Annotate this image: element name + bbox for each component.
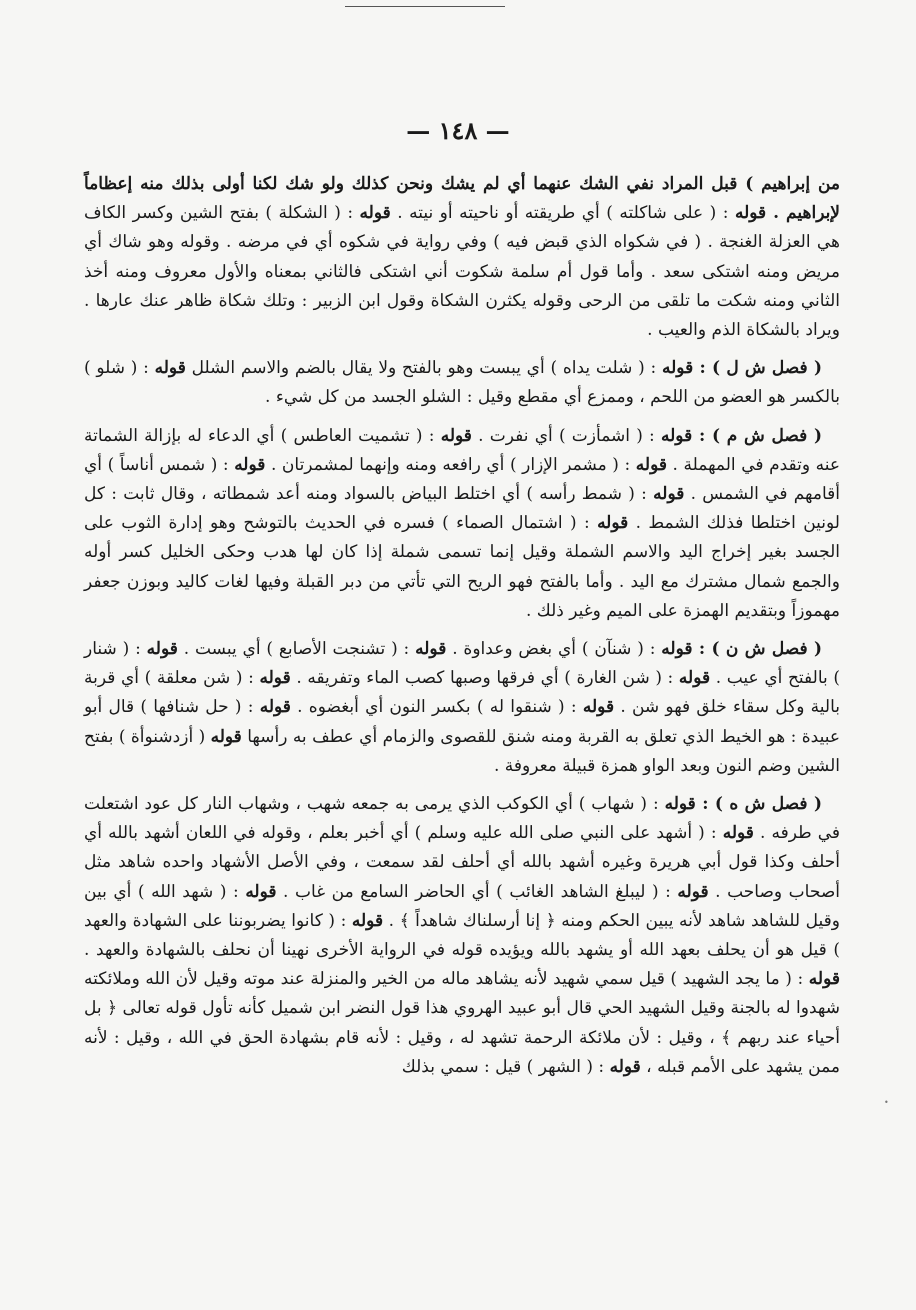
text-segment: : ( اشمأزت ) أي نفرت .	[471, 425, 662, 446]
text-segment: : ( الشكلة ) بفتح الشين وكسر الكاف هي العزلة الغنجة . ( في شكواه الذي قبض فيه ) وفي رواية في شكوه أي في مرضه . وقوله وهو شاك أي مريض ومنه اشتكى سعد . وأما قول أم سلمة شكوت أني اشتكى فالثاني بمعناه والأول معروف ومنه أخذ الثاني ومنه شكت ما تلقى من الرحى وقوله يكثرن الشكاة وقول ابن الزبير : وتلك شكاة ظاهر عنك عارها . ويراد بالشكاة الذم والعيب .	[84, 203, 840, 341]
text-segment: : ( شنار ) بالفتح أي عيب .	[84, 639, 840, 689]
page-number: — ١٤٨ —	[406, 116, 510, 145]
keyword-qawluh: قوله	[582, 697, 615, 718]
keyword-qawluh: قوله	[664, 794, 696, 815]
keyword-qawluh: قوله	[661, 639, 693, 660]
text-segment: : ( شهاب ) أي الكوكب الذي يرمى به جمعه شهب ، وشهاب النار كل عود اشتعلت في طرفه .	[84, 794, 840, 844]
text-block	[84, 170, 840, 1091]
keyword-qawluh: قوله	[597, 513, 629, 534]
text-segment: : ( شنقوا له ) بكسر النون أي أبغضوه .	[290, 697, 583, 718]
text-segment: : ( حل شنافها ) قال أبو عبيدة : هو الخيط الذي تعلق به القربة ومنه شنق للقصوى والزمام أي عطف به رأسها	[84, 697, 840, 747]
keyword-qawluh: قوله	[661, 425, 693, 446]
keyword-qawluh: قوله	[359, 203, 391, 224]
section-paragraph	[84, 422, 840, 626]
text-segment: : ( مشمر الإزار ) أي رافعه ومنه وإنهما لمشمرتان .	[265, 454, 636, 475]
keyword-qawluh: قوله	[734, 203, 767, 224]
keyword-qawluh: قوله	[635, 454, 667, 475]
keyword-qawluh: قوله	[440, 425, 472, 446]
keyword-qawluh: قوله	[210, 726, 242, 747]
text-segment: : ( ليبلغ الشاهد الغائب ) أي الحاضر السامع من غاب .	[276, 881, 678, 902]
text-segment: : ( اشتمال الصماء ) فسره في الحديث بالتوشح وهو إدارة الثوب على الجسد بغير إخراج اليد والاسم الشملة وقيل إنما تسمى شملة إذا كان لها هدب وحكى الخليل كسر أوله والجمع شمال مشترك مع اليد . وأما بالفتح فهو الريح التي تأتي من دبر القبلة وفيها لغات كاليد وبوزن جعفر مهموزاً وبتقديم الهمزة على الميم وغير ذلك .	[84, 513, 840, 621]
text-segment: : ( شلو ) بالكسر هو العضو من اللحم ، وممزع أي مقطع وقيل : الشلو الجسد من كل شيء .	[84, 358, 840, 408]
text-segment: : ( ما يجد الشهيد ) قيل سمي شهيد لأنه يشاهد ماله من الخير والمنزلة عند موته وقيل لأن الله وملائكته شهدوا له بالجنة وقيل الشهيد الحي قال أبو عبيد الهروي هذا قول النضر ابن شميل كأنه تأول قوله تعالى ﴿ بل أحياء عند ربهم ﴾ ، وقيل : لأن ملائكة الرحمة تشهد له ، وقيل : لأنه قام بشهادة الحق في الله ، وقيل : لأنه ممن يشهد على الأمم قبله ،	[84, 969, 840, 1077]
keyword-qawluh: قوله	[609, 1056, 641, 1077]
keyword-qawluh: قوله	[653, 484, 685, 505]
keyword-qawluh: قوله	[415, 639, 447, 660]
top-rule	[345, 6, 505, 7]
text-segment: : ( تشميت العاطس ) أي الدعاء له بإزالة الشماتة عنه وتقدم في المهملة .	[84, 425, 841, 475]
text-segment: : ( شمط رأسه ) أي اختلط البياض بالسواد ومنه أعد شمطاته ، وقال ثابت : كل لونين اختلطا فذلك الشمط .	[84, 484, 840, 534]
text-segment: : ( تشنجت الأصابع ) أي يبست .	[177, 639, 416, 660]
keyword-qawluh: قوله	[351, 910, 384, 931]
keyword-qawluh: قوله	[245, 881, 277, 902]
keyword-qawluh: قوله	[259, 697, 291, 718]
keyword-qawluh: قوله	[146, 639, 178, 660]
text-segment: : ( شن معلقة ) أي قربة بالية وكل سقاء خلق فهو شن .	[84, 668, 840, 718]
text-segment: : ( الشهر ) قيل : سمي بذلك	[401, 1056, 610, 1077]
section-heading: ( فصل ش م ) :	[692, 425, 822, 446]
keyword-qawluh: قوله	[662, 358, 694, 379]
section-paragraph	[84, 790, 840, 1082]
keyword-qawluh: قوله	[154, 358, 186, 379]
text-segment: ( أزدشنوأة ) بفتح الشين وضم النون وبعد الواو همزة قبيلة معروفة .	[84, 726, 840, 776]
text-segment: : ( على شاكلته ) أي طريقته أو ناحيته أو نيته .	[390, 203, 735, 224]
section-heading: ( فصل ش ه ) :	[695, 794, 823, 815]
section-paragraph	[84, 635, 840, 781]
keyword-qawluh: من إبراهيم ) قبل المراد نفي الشك عنهما أي لم يشك ونحن كذلك ولو شك لكنا أولى بذلك منه إعظاماً لإبراهيم .	[84, 174, 840, 224]
keyword-qawluh: قوله	[677, 881, 709, 902]
text-segment: : ( شمس أناساً ) أي أقامهم في الشمس .	[84, 454, 840, 505]
keyword-qawluh: قوله	[259, 668, 291, 689]
paragraph	[84, 170, 840, 345]
section-heading: ( فصل ش ن ) :	[692, 639, 822, 660]
text-segment: : ( شنآن ) أي بغض وعداوة .	[446, 639, 662, 660]
text-segment: : ( كانوا يضربوننا على الشهادة والعهد ) قيل هو أن يحلف بعهد الله أو يشهد بالله ويؤيده قوله في الرواية الأخرى نهينا أن نحلف بالشهادة والعهد .	[84, 910, 840, 961]
keyword-qawluh: قوله	[722, 823, 754, 844]
keyword-qawluh: قوله	[234, 454, 266, 475]
margin-mark: •	[884, 1098, 889, 1107]
section-paragraph	[84, 354, 840, 412]
keyword-qawluh: قوله	[808, 969, 840, 990]
text-segment: : ( أشهد على النبي صلى الله عليه وسلم ) أي أخبر بعلم ، وقوله في اللعان أشهد بالله أي أحلف وكذا قول أبي هريرة وغيره أشهد بالله أي أحلف لقد سمعت ، وفي الأصل الأشهاد واحده شاهد مثل أصحاب وصاحب .	[84, 823, 840, 902]
keyword-qawluh: قوله	[678, 668, 711, 689]
text-segment: : ( شلت يداه ) أي يبست وهو بالفتح ولا يقال بالضم والاسم الشلل	[185, 358, 663, 379]
text-segment: : ( شن الغارة ) أي فرقها وصبها كصب الماء وتفريقه .	[290, 668, 679, 689]
section-heading: ( فصل ش ل ) :	[693, 358, 822, 379]
text-segment: : ( شهد الله ) أي بين وقيل للشاهد شاهد لأنه يبين الحكم ومنه ﴿ إنا أرسلناك شاهداً ﴾ .	[84, 881, 840, 931]
